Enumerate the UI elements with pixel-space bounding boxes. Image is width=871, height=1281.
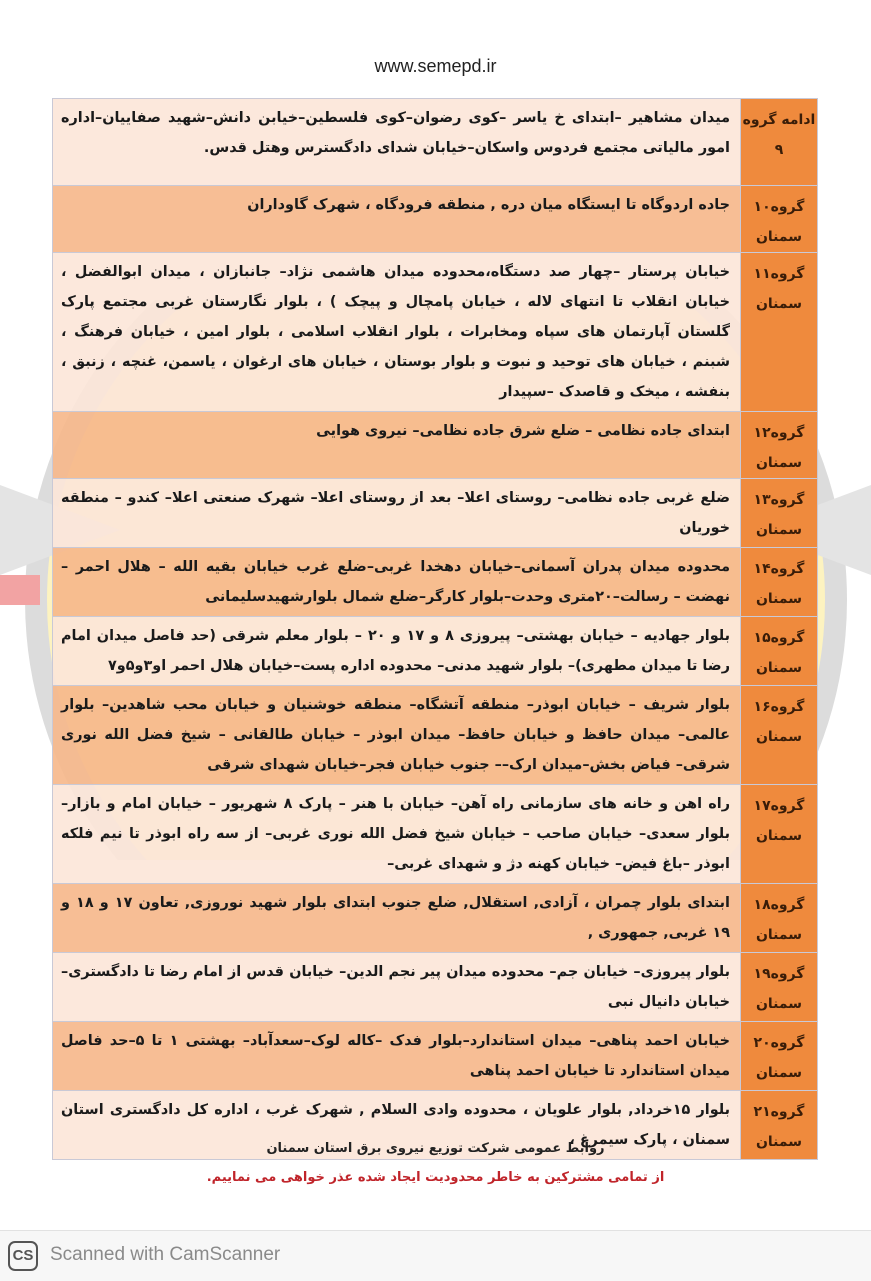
group-areas: جاده اردوگاه تا ایستگاه میان دره , منطقه فرودگاه ، شهرک گاوداران [53, 186, 741, 253]
group-label-city: سمنان [755, 729, 803, 745]
group-label-name: گروه۱۴ [753, 561, 805, 577]
group-label-name: گروه۱۵ [753, 630, 805, 646]
group-areas: بلوار شریف – خیابان ابوذر– منطقه آتشگاه– منطقه خوشنیان و خیابان محب شاهدین– بلوار عالمی– میدان حافظ و خیابان حافظ– میدان ابوذر – خیابان طالقانی – شیخ فضل الله نوری شرقی– فیاض بخش–میدان ارک–– جنوب خیابان فجر–خیابان شهدای شرقی [53, 686, 741, 785]
group-row [53, 884, 818, 953]
group-row [53, 412, 818, 479]
group-areas: راه اهن و خانه های سازمانی راه آهن– خیابان با هنر – پارک ۸ شهریور – خیابان امام و بازار– بلوار سعدی– خیابان صاحب – خیابان شیخ فضل الله نوری غربی– از سه راه ابوذر تا نیم فلکه ابوذر –باغ فیض– خیابان کهنه دژ و شهدای غربی– [53, 785, 741, 884]
group-label [741, 617, 818, 686]
camscanner-bar [0, 1230, 871, 1281]
group-label-city: سمنان [755, 591, 803, 607]
group-row [53, 253, 818, 412]
group-areas: خیابان پرستار –چهار صد دستگاه،محدوده میدان هاشمی نژاد– جانبازان ، میدان ابوالفضل ، خیابان انقلاب تا انتهای لاله ، خیابان پامچال و پیچک ) ، بلوار نگارستان غربی مجتمع پارک گلستان آپارتمان های سپاه ومخابرات ، بلوار انقلاب اسلامی ، بلوار امین ، خیابان فرهنگ ، شبنم ، خیابان های توحید و نبوت و بلوار بوستان ، خیابان های ارغوان ، یاسمن، غنچه ، زنبق ، بنفشه ، میخک و قاصدک –سپیدار [53, 253, 741, 412]
group-row [53, 548, 818, 617]
group-label-city: سمنان [755, 1065, 803, 1081]
group-label-name: گروه۱۹ [753, 966, 805, 982]
group-areas: میدان مشاهیر –ابتدای خ یاسر –کوی رضوان–کوی فلسطین–خیابن دانش–شهید صفاییان–اداره امور مالیاتی مجتمع فردوس واسکان–خیابان شدای دادگسترس وهتل قدس. [53, 99, 741, 186]
group-label [741, 479, 818, 548]
group-label-name: گروه۲۱ [753, 1104, 805, 1120]
group-label-name: گروه۲۰ [753, 1035, 805, 1051]
group-areas: محدوده میدان پدران آسمانی–خیابان دهخدا غربی–ضلع غرب خیابان بقیه الله – هلال احمر – نهضت – رسالت–۲۰متری وحدت–بلوار کارگر–ضلع شمال بلوارشهیدسلیمانی [53, 548, 741, 617]
group-areas: ابتدای جاده نظامی – ضلع شرق جاده نظامی– نیروی هوایی [53, 412, 741, 479]
group-row [53, 953, 818, 1022]
group-label [741, 785, 818, 884]
group-row [53, 617, 818, 686]
group-label-city: سمنان [755, 927, 803, 943]
footer-apology: از تمامی مشترکین به خاطر محدودیت ایجاد شده عذر خواهی می نماییم. [206, 1170, 665, 1185]
camscanner-text: Scanned with CamScanner [50, 1244, 281, 1265]
group-label [741, 412, 818, 479]
group-label-city: سمنان [755, 996, 803, 1012]
group-label-name: گروه۱۷ [753, 798, 805, 814]
group-areas: بلوار پیروزی– خیابان جم– محدوده میدان پیر نجم الدین– خیابان قدس از امام رضا تا دادگستری– خیابان دانیال نبی [53, 953, 741, 1022]
outage-groups-table [52, 98, 818, 1160]
group-label-name: گروه۱۸ [753, 897, 805, 913]
group-row [53, 785, 818, 884]
group-label-name: گروه۱۶ [753, 699, 805, 715]
group-label-city: ۹ [774, 142, 784, 158]
group-label-city: سمنان [755, 1134, 803, 1150]
group-areas: بلوار جهادیه – خیابان بهشتی– پیروزی ۸ و ۱۷ و ۲۰ – بلوار معلم شرقی (حد فاصل میدان امام رضا تا میدان مطهری)– بلوار شهید مدنی– محدوده اداره پست–خیابان هلال احمر او۳و۵و۷ [53, 617, 741, 686]
group-areas: ابتدای بلوار چمران ، آزادی, استقلال, ضلع جنوب ابتدای بلوار شهید نوروزی, تعاون ۱۷ و ۱۸ و ۱۹ غربی, جمهوری , [53, 884, 741, 953]
group-label [741, 953, 818, 1022]
group-label-name: ادامه گروه [742, 112, 816, 128]
group-label-city: سمنان [755, 229, 803, 245]
group-label-city: سمنان [755, 522, 803, 538]
group-row [53, 686, 818, 785]
camscanner-logo-icon: CS [8, 1241, 38, 1271]
group-label [741, 99, 818, 186]
group-label [741, 686, 818, 785]
group-label-name: گروه۱۰ [753, 199, 805, 215]
group-label-city: سمنان [755, 660, 803, 676]
group-label-name: گروه۱۱ [753, 266, 805, 282]
group-row [53, 479, 818, 548]
footer-public-relations: روابط عمومی شرکت توزیع نیروی برق استان سمنان [266, 1141, 605, 1156]
group-label-name: گروه۱۲ [753, 425, 805, 441]
group-areas: خیابان احمد پناهی– میدان استاندارد–بلوار فدک –کاله لوک–سعدآباد– بهشتی ۱ تا ۵–حد فاصل میدان استاندارد تا خیابان احمد پناهی [53, 1022, 741, 1091]
group-label-city: سمنان [755, 296, 803, 312]
group-row [53, 99, 818, 186]
website-url: www.semepd.ir [374, 56, 497, 76]
group-areas: ضلع غربی جاده نظامی– روستای اعلا– بعد از روستای اعلا– شهرک صنعتی اعلا– کندو – منطقه خوریان [53, 479, 741, 548]
group-label-name: گروه۱۳ [753, 492, 805, 508]
group-label-city: سمنان [755, 828, 803, 844]
group-label [741, 1022, 818, 1091]
group-label [741, 253, 818, 412]
group-row [53, 186, 818, 253]
group-row [53, 1022, 818, 1091]
group-label [741, 884, 818, 953]
group-label [741, 548, 818, 617]
group-label-city: سمنان [755, 455, 803, 471]
group-label [741, 186, 818, 253]
group-areas: بلوار ۱۵خرداد, بلوار علویان ، محدوده وادی السلام , شهرک غرب ، اداره کل دادگستری استان سمنان ، پارک سیمرغ ، [53, 1091, 741, 1160]
